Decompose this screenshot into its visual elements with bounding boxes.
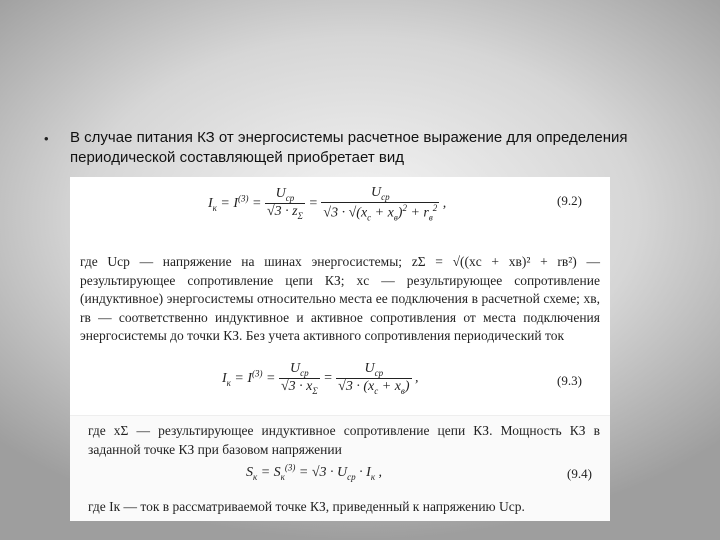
equation-number-9-4: (9.4) <box>567 466 592 481</box>
document-image <box>70 177 610 520</box>
bullet-line-2: периодической составляющей приобретает вид <box>70 149 404 166</box>
bullet-line-1: В случае питания КЗ от энергосистемы расчетное выражение для определения <box>70 129 628 146</box>
bullet-text <box>70 128 684 168</box>
equation-number-9-3: (9.3) <box>557 373 582 388</box>
bullet-dot: • <box>44 131 49 146</box>
paragraph-1: где Uср — напряжение на шинах энергосистемы; zΣ = √((xс + xв)² + rв²) — результирующее сопротивление цепи КЗ; xс — результирующее сопротивление (индуктивное) энергосистемы относительно места ее подключения в расчетной схеме; xв, rв — соответственно индуктивное и активное сопротивления от места подключения энергосистемы до точки КЗ. Без учета активного сопротивления периодический ток <box>80 254 600 343</box>
equation-9-3: $I_к = I^{(3)}$ = $\frac{U_{ср}}{√3 \cdot x_\Sigma}$ = $\frac{U_{ср}}{√3 \cdot (x_с + x_в)}$ , <box>222 361 419 396</box>
paragraph-2: где xΣ — результирующее индуктивное сопротивление цепи КЗ. Мощность КЗ в заданной точке КЗ при базовом напряжении <box>88 423 600 457</box>
paragraph-3: где Iк — ток в рассматриваемой точке КЗ, приведенный к напряжению Uср. <box>88 499 525 514</box>
equation-9-2: $I_к = I^{(3)}$ = $\frac{U_{ср}}{√3 \cdot z_\Sigma}$ = $\frac{U_{ср}}{√3 \cdot √(x_с + x_в)^2 + r_в^2}$ , <box>208 185 447 223</box>
equation-number-9-2: (9.2) <box>557 193 582 208</box>
equation-9-4: $S_к = S_к^{(3)} = √3 \cdot U_{ср} \cdot I_к$ , <box>246 462 383 482</box>
document-lower-section <box>70 415 610 521</box>
bullet-block <box>44 128 684 168</box>
